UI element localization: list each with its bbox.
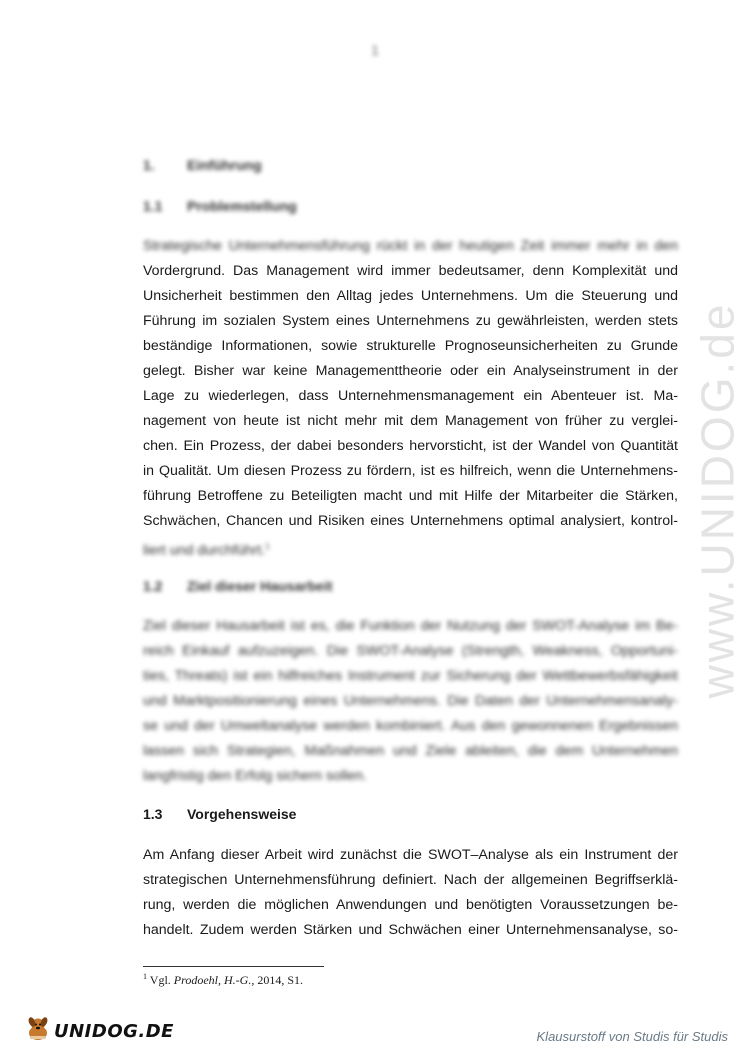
paragraph-line: führung Betroffene zu Beteiligten macht und mit Hilfe der Mitarbeiter die Stärken,	[143, 488, 678, 504]
paragraph-line: langfristig den Erfolg sichern sollen.	[143, 768, 367, 784]
problem-paragraph	[143, 234, 678, 559]
heading-1-1	[143, 198, 678, 214]
paragraph-line: se und der Umweltanalyse werden kombiniert. Aus den gewonnenen Ergebnissen	[143, 718, 678, 734]
paragraph-line: Führung im sozialen System eines Unternehmens zu gewährleisten, werden stets	[143, 313, 678, 329]
paragraph-line: gelegt. Bisher war keine Managementtheorie oder ein Analyseinstrument in der	[143, 363, 678, 379]
paragraph-line: reich Einkauf aufzuzeigen. Die SWOT-Analyse (Strength, Weakness, Opportuni-	[143, 643, 678, 659]
heading-1-title: Einführung	[187, 157, 262, 173]
footnote-reference: 1	[265, 542, 270, 551]
footnote-number: 1	[143, 972, 147, 981]
footnote-separator	[143, 966, 324, 967]
approach-paragraph	[143, 843, 678, 943]
paragraph-line: ties, Threats) ist ein hilfreiches Instrument zur Sicherung der Wettbewerbsfähigkeit	[143, 668, 678, 684]
paragraph-line: und Marktpositionierung eines Unternehmens. Die Daten der Unternehmensanaly-	[143, 693, 678, 709]
paragraph-line: Lage zu wiederlegen, dass Unternehmensmanagement ein Abenteuer ist. Ma-	[143, 388, 678, 404]
paragraph-line: in Qualität. Um diesen Prozess zu fördern, ist es hilfreich, wenn die Unternehmens-	[143, 463, 678, 479]
heading-1-number: 1.	[143, 157, 155, 173]
paragraph-line-text: liert und durchführt.	[143, 542, 266, 559]
goal-paragraph	[143, 614, 678, 789]
paragraph-line: Am Anfang dieser Arbeit wird zunächst die SWOT–Analyse als ein Instrument der	[143, 847, 678, 863]
footnote-prefix: Vgl.	[149, 973, 174, 987]
heading-1-2-title: Ziel dieser Hausarbeit	[187, 578, 333, 594]
page-number: 1	[371, 42, 379, 58]
heading-1	[143, 157, 678, 173]
heading-1-2-number: 1.2	[143, 578, 163, 594]
watermark-text: www.UNIDOG.de	[691, 301, 744, 699]
paragraph-line: beständige Informationen, sowie strukturelle Prognoseunsicherheiten zu Grunde	[143, 338, 678, 354]
dog-mascot-icon	[24, 1016, 52, 1047]
paragraph-line: Unsicherheit bestimmen den Alltag jedes Unternehmens. Um die Steuerung und	[143, 288, 678, 304]
heading-1-1-number: 1.1	[143, 198, 163, 214]
heading-1-1-title: Problemstellung	[187, 198, 297, 214]
paragraph-line: Strategische Unternehmensführung rückt in der heutigen Zeit immer mehr in den	[143, 238, 678, 254]
heading-1-3-title: Vorgehensweise	[187, 806, 297, 822]
heading-1-3	[143, 806, 678, 822]
heading-1-3-number: 1.3	[143, 806, 163, 822]
paragraph-line: Schwächen, Chancen und Risiken eines Unternehmens optimal analysiert, kontrol-	[143, 513, 678, 529]
paragraph-line: chen. Ein Prozess, der dabei besonders hervorsticht, ist der Wandel von Quantität	[143, 438, 678, 454]
unidog-logo[interactable]	[24, 1016, 174, 1047]
logo-text: UNIDOG.DE	[54, 1021, 174, 1042]
paragraph-line: Vordergrund. Das Management wird immer bedeutsamer, denn Komplexität und	[143, 263, 678, 279]
footnote-author: Prodoehl, H.-G.,	[173, 973, 255, 987]
paragraph-line: handelt. Zudem werden Stärken und Schwächen einer Unternehmensanalyse, so-	[143, 922, 678, 938]
footnote-rest: 2014, S1.	[254, 973, 304, 987]
heading-1-2	[143, 578, 678, 594]
watermark	[672, 270, 750, 730]
footnote	[143, 972, 303, 988]
footer-tagline: Klausurstoff von Studis für Studis	[536, 1029, 728, 1044]
paragraph-line: strategischen Unternehmensführung definiert. Nach der allgemeinen Begriffserklä-	[143, 872, 678, 888]
paragraph-line-last	[143, 534, 678, 559]
paragraph-line: lassen sich Strategien, Maßnahmen und Ziele ableiten, die dem Unternehmen	[143, 743, 678, 759]
paragraph-line: nagement von heute ist nicht mehr mit dem Management von früher zu verglei-	[143, 413, 678, 429]
paragraph-line: Ziel dieser Hausarbeit ist es, die Funktion der Nutzung der SWOT-Analyse im Be-	[143, 618, 678, 634]
paragraph-line: rung, werden die möglichen Anwendungen und benötigten Voraussetzungen be-	[143, 897, 678, 913]
